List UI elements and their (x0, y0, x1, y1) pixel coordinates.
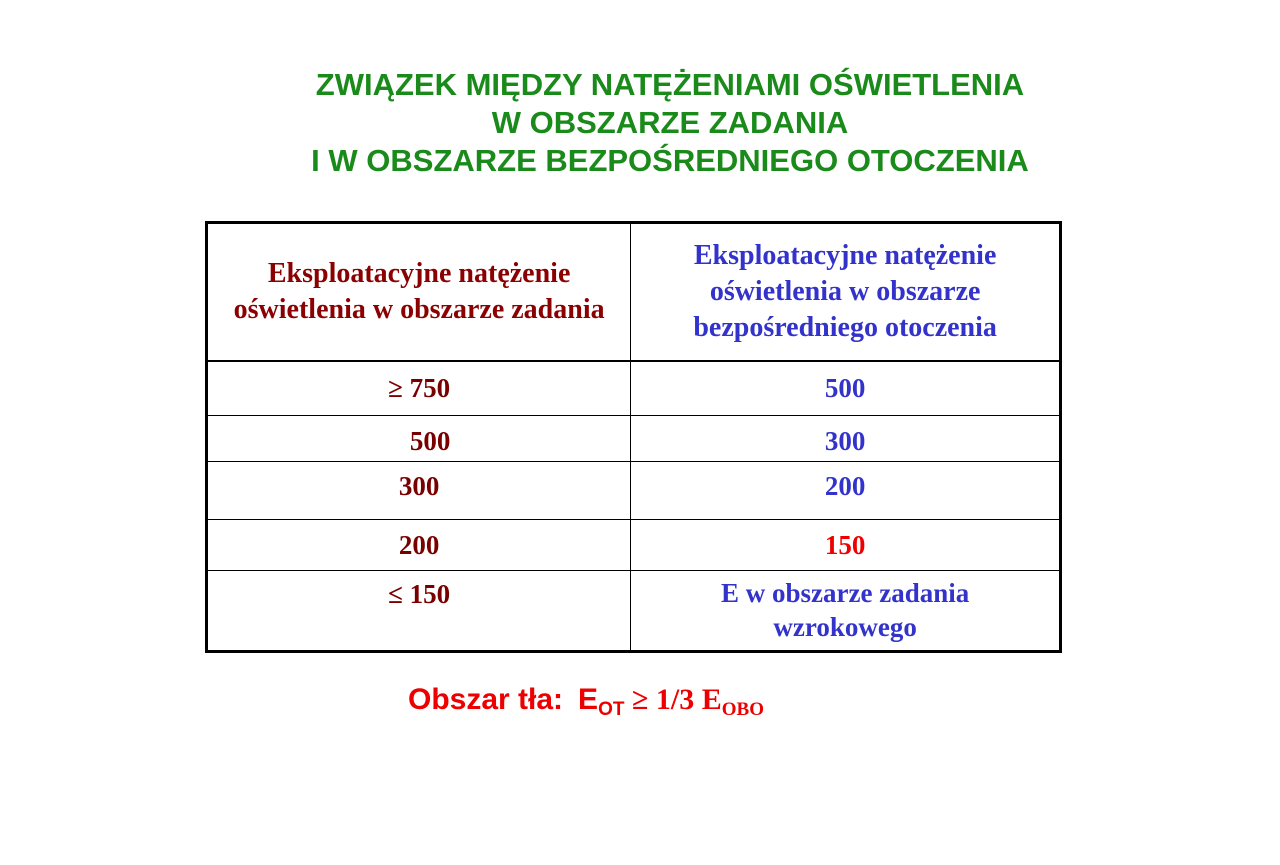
page-title (180, 66, 1160, 180)
title-line-2: W OBSZARZE ZADANIA (491, 105, 849, 140)
formula-subscript-ot: OT (598, 699, 625, 720)
table-row (207, 519, 1061, 570)
formula-subscript-obo: OBO (721, 699, 764, 720)
illuminance-table-container (205, 221, 1062, 653)
surrounding-value: 200 (631, 461, 1061, 519)
formula-relation: ≥ 1/3 E (631, 683, 722, 716)
surrounding-value: 300 (631, 415, 1061, 461)
table-row (207, 570, 1061, 651)
surrounding-value: E w obszarze zadania wzrokowego (631, 570, 1061, 651)
task-value: 300 (207, 461, 631, 519)
surrounding-value: 500 (631, 361, 1061, 415)
table-row (207, 415, 1061, 461)
task-value: ≤ 150 (207, 570, 631, 651)
table-row (207, 361, 1061, 415)
formula-e-symbol: E (578, 683, 599, 716)
table-header-row (207, 223, 1061, 362)
surrounding-value: 150 (631, 519, 1061, 570)
illuminance-table (205, 221, 1062, 653)
table-row (207, 461, 1061, 519)
background-area-formula (408, 683, 764, 721)
title-line-1: ZWIĄZEK MIĘDZY NATĘŻENIAMI OŚWIETLENIA (315, 67, 1025, 102)
task-value: 200 (207, 519, 631, 570)
header-surrounding-area: Eksploatacyjne natężenie oświetlenia w obszarze bezpośredniego otoczenia (631, 223, 1061, 362)
task-value: 500 (207, 415, 631, 461)
task-value: ≥ 750 (207, 361, 631, 415)
header-task-area: Eksploatacyjne natężenie oświetlenia w obszarze zadania (207, 223, 631, 362)
formula-label: Obszar tła: (408, 683, 564, 716)
title-line-3: I W OBSZARZE BEZPOŚREDNIEGO OTOCZENIA (311, 143, 1029, 178)
